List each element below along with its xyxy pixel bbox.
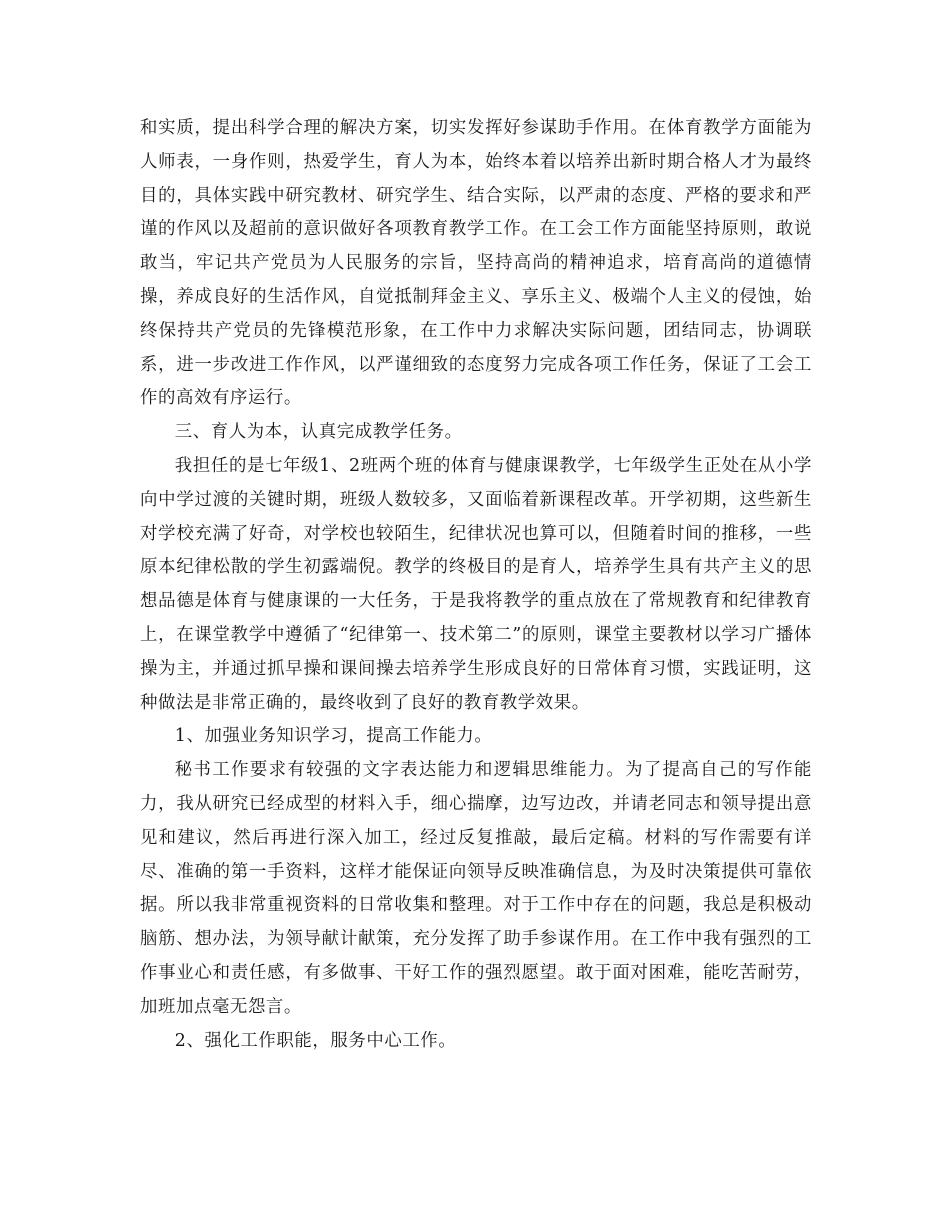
section-heading-3: 三、育人为本，认真完成教学任务。 [174, 422, 463, 443]
document-page [140, 112, 812, 1058]
subsection-heading-2: 2、强化工作职能，服务中心工作。 [174, 1030, 457, 1051]
subsection-heading-1: 1、加强业务知识学习，提高工作能力。 [174, 726, 493, 747]
paragraph-3: 秘书工作要求有较强的文字表达能力和逻辑思维能力。为了提高自己的写作能力，我从研究已经成型的材料入手，细心揣摩，边写边改，并请老同志和领导提出意见和建议，然后再进行深入加工，经过反复推敲，最后定稿。材料的写作需要有详尽、准确的第一手资料，这样才能保证向领导反映准确信息，为及时决策提供可靠依据。所以我非常重视资料的日常收集和整理。对于工作中存在的问题，我总是积极动脑筋、想办法，为领导献计献策，充分发挥了助手参谋作用。在工作中我有强烈的工作事业心和责任感，有多做事、干好工作的强烈愿望。敢于面对困难，能吃苦耐劳，加班加点毫无怨言。 [140, 760, 812, 1017]
paragraph-2: 我担任的是七年级1、2班两个班的体育与健康课教学，七年级学生正处在从小学向中学过渡的关键时期，班级人数较多，又面临着新课程改革。开学初期，这些新生对学校充满了好奇，对学校也较陌生，纪律状况也算可以，但随着时间的推移，一些原本纪律松散的学生初露端倪。教学的终极目的是育人，培养学生具有共产主义的思想品德是体育与健康课的一大任务，于是我将教学的重点放在了常规教育和纪律教育上，在课堂教学中遵循了“纪律第一、技术第二”的原则，课堂主要教材以学习广播体操为主，并通过抓早操和课间操去培养学生形成良好的日常体育习惯，实践证明，这种做法是非常正确的，最终收到了良好的教育教学效果。 [140, 455, 812, 713]
paragraph-1: 和实质，提出科学合理的解决方案，切实发挥好参谋助手作用。在体育教学方面能为人师表，一身作则，热爱学生，育人为本，始终本着以培养出新时期合格人才为最终目的，具体实践中研究教材、研究学生、结合实际，以严肃的态度、严格的要求和严谨的作风以及超前的意识做好各项教育教学工作。在工会工作方面能坚持原则，敢说敢当，牢记共产党员为人民服务的宗旨，坚持高尚的精神追求，培育高尚的道德情操，养成良好的生活作风，自觉抵制拜金主义、享乐主义、极端个人主义的侵蚀，始终保持共产党员的先锋模范形象，在工作中力求解决实际问题，团结同志，协调联系，进一步改进工作作风，以严谨细致的态度努力完成各项工作任务，保证了工会工作的高效有序运行。 [140, 118, 812, 409]
